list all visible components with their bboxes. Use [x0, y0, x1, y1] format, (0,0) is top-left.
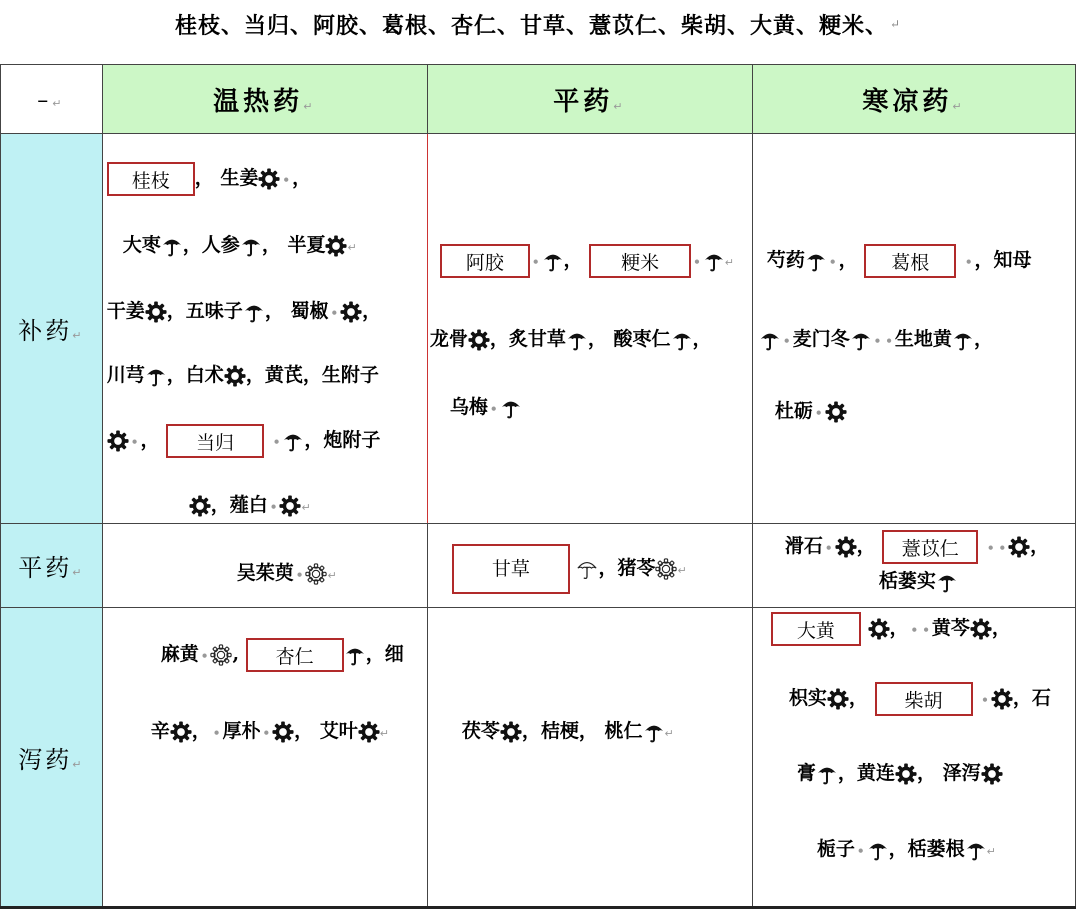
- cell-tonic-cold: [752, 134, 1075, 524]
- row-label-purge: 泻药↵: [1, 608, 103, 908]
- herb-line: 川芎 ，白术 ，黄芪，生附子: [106, 364, 379, 386]
- herb-name: 厚朴: [222, 720, 261, 742]
- gear-icon: [189, 494, 211, 518]
- separator-dot: •: [828, 255, 837, 269]
- gear-icon: [981, 762, 1003, 786]
- separator-dot: •: [693, 255, 701, 269]
- herb-line: 芍药 • ， 葛根 • ，知母: [767, 244, 1032, 278]
- herb-name: 干姜: [106, 300, 145, 322]
- herb-line: [237, 558, 337, 591]
- herb-list-text: 桂枝、当归、阿胶、葛根、杏仁、甘草、薏苡仁、柴胡、大黄、粳米、: [174, 12, 888, 39]
- herb-line: 阿胶 • ， 粳米 • ↵: [440, 244, 734, 278]
- herb-name: 辛: [150, 720, 170, 742]
- herb-name: 生姜: [220, 167, 259, 189]
- herb-name: 酸枣仁: [613, 328, 671, 350]
- boxed-herb-gegen: 葛根: [864, 244, 956, 278]
- separator-dot: •: [964, 255, 973, 269]
- separator-dot: •: [981, 693, 989, 707]
- herb-name: 茯苓: [461, 720, 500, 742]
- umbrella-icon: [566, 328, 588, 352]
- boxed-herb-chaihu: 柴胡: [875, 682, 973, 716]
- paragraph-mark: ↵: [72, 566, 85, 579]
- paragraph-mark: ↵: [303, 99, 317, 113]
- herb-name: 枳实: [788, 687, 827, 709]
- herb-name: 芍药: [766, 249, 805, 271]
- gear-icon: [145, 300, 167, 324]
- boxed-herb-jingmi: 粳米: [589, 244, 691, 278]
- cell-neutral-warm: [102, 524, 427, 608]
- herb-name: 乌梅: [449, 396, 488, 418]
- umbrella-icon: [145, 364, 167, 388]
- herb-line: 茯苓 ，桔梗， 桃仁 ↵: [461, 720, 674, 742]
- herb-name: 生地黄: [894, 328, 952, 350]
- herb-name: 麦门冬: [792, 328, 850, 350]
- umbrella-icon: [161, 234, 183, 258]
- separator-dot: •: [295, 568, 304, 582]
- herb-line: 膏 ，黄连 ， 泽泻: [797, 758, 1003, 788]
- boxed-herb-gancao: 甘草: [452, 544, 570, 594]
- gear-icon: [272, 720, 294, 744]
- herb-name: 细: [384, 643, 404, 665]
- herb-line: 大黄 ， • • 黄芩 ，: [771, 612, 1011, 646]
- herb-line: 桂枝 ， 生姜 • ，: [107, 162, 311, 196]
- col-header-warm: 温热药↵: [102, 65, 427, 134]
- cell-neutral-neutral: [427, 524, 752, 608]
- herb-name: 薤白: [229, 494, 268, 516]
- separator-dot: •: [986, 541, 995, 555]
- umbrella-icon: [805, 249, 827, 273]
- separator-dot: •: [782, 334, 791, 348]
- herb-name: 泽泻: [942, 762, 981, 784]
- separator-dot: •: [856, 844, 865, 858]
- herb-line: 滑石 • ， 薏苡仁 • • ，: [785, 530, 1049, 564]
- gear-outline-icon: [305, 562, 327, 586]
- separator-dot: •: [262, 726, 271, 740]
- separator-dot: •: [212, 726, 221, 740]
- herb-name: 炮附子: [323, 429, 381, 451]
- boxed-herb-yiyiren: 薏苡仁: [882, 530, 978, 564]
- herb-line: 辛 ， • 厚朴 • ， 艾叶 ↵: [150, 720, 390, 742]
- gear-icon: [340, 300, 362, 324]
- herb-name: 吴茱萸: [236, 562, 294, 584]
- herb-name: 黄连: [856, 762, 895, 784]
- boxed-herb-xingren: 杏仁: [246, 638, 344, 672]
- gear-icon: [991, 687, 1013, 711]
- gear-icon: [500, 720, 522, 744]
- umbrella-icon: [952, 328, 974, 352]
- paragraph-mark: ↵: [677, 564, 687, 577]
- separator-dot: •: [330, 306, 339, 320]
- gear-icon: [358, 720, 380, 744]
- gear-icon: [827, 687, 849, 711]
- herb-name: 五味子: [185, 300, 243, 322]
- gear-icon: [1008, 535, 1030, 559]
- gear-icon: [224, 364, 246, 388]
- umbrella-icon: [282, 429, 304, 453]
- herb-name: 杜砺: [774, 400, 813, 422]
- gear-icon: [258, 167, 280, 191]
- gear-icon: [107, 429, 129, 453]
- separator-dot: •: [130, 435, 139, 449]
- paragraph-mark: ↵: [301, 501, 311, 514]
- col-header-cold: 寒凉药↵: [752, 65, 1075, 134]
- boxed-herb-dahuang: 大黄: [771, 612, 861, 646]
- herb-classification-table: [0, 64, 1076, 908]
- separator-dot: •: [998, 541, 1007, 555]
- herb-line: 龙骨 ，炙甘草 ， 酸枣仁 ，: [429, 328, 712, 350]
- cell-neutral-cold: [752, 524, 1075, 608]
- herb-name: 猪苓: [617, 557, 656, 579]
- umbrella-icon: [867, 838, 889, 862]
- gear-icon: [970, 617, 992, 641]
- umbrella-icon: [936, 570, 958, 594]
- cell-purge-warm: [102, 608, 427, 908]
- umbrella-icon: [344, 643, 366, 667]
- herb-name: 膏: [796, 762, 816, 784]
- bottom-rule: [0, 906, 1076, 909]
- herb-name: 栀子: [816, 838, 855, 860]
- cell-tonic-warm: [102, 134, 427, 524]
- separator-dot: •: [910, 623, 919, 637]
- umbrella-icon: [965, 838, 987, 862]
- umbrella-icon: [243, 300, 265, 324]
- gear-icon: [825, 400, 847, 424]
- umbrella-icon: [816, 762, 838, 786]
- herb-name: 桔梗: [540, 720, 579, 742]
- gear-icon: [170, 720, 192, 744]
- herb-name: 人参: [201, 234, 240, 256]
- gear-icon: [868, 617, 890, 641]
- herb-name: 知母: [993, 249, 1032, 271]
- herb-line: 栀子 • ，栝蒌根 ↵: [816, 838, 996, 860]
- paragraph-mark: ↵: [952, 99, 966, 113]
- herb-name: 滑石: [784, 535, 823, 557]
- herb-name: 蜀椒: [290, 300, 329, 322]
- herb-line: [450, 392, 522, 424]
- herb-name: 栝蒌根: [907, 838, 965, 860]
- separator-dot: •: [531, 255, 540, 269]
- row-label-neutral: 平药↵: [1, 524, 103, 608]
- separator-dot: •: [922, 623, 930, 637]
- separator-dot: •: [200, 649, 209, 663]
- umbrella-icon: [671, 328, 693, 352]
- paragraph-mark: ↵: [724, 256, 735, 269]
- paragraph-mark: ↵: [889, 17, 902, 31]
- separator-dot: •: [885, 334, 893, 348]
- herb-name: 川芎: [106, 364, 145, 386]
- herb-name: 艾叶: [319, 720, 358, 742]
- umbrella-icon: [542, 249, 564, 273]
- gear-outline-icon: [655, 557, 677, 581]
- separator-dot: •: [489, 402, 498, 416]
- gear-icon: [895, 762, 917, 786]
- herb-line: 枳实 ， 柴胡 • ，石: [789, 682, 1051, 716]
- paragraph-mark: ↵: [613, 99, 627, 113]
- paragraph-mark: ↵: [72, 758, 85, 771]
- paragraph-mark: ↵: [327, 569, 337, 582]
- herb-name: 半夏: [287, 234, 326, 256]
- gear-icon: [279, 494, 301, 518]
- herb-name: 龙骨: [429, 328, 468, 350]
- separator-dot: •: [272, 435, 281, 449]
- herb-line: • ， 当归 • ，炮附子: [107, 424, 381, 458]
- herb-name: 白术: [185, 364, 224, 386]
- herb-line: 大枣 ，人参 ， 半夏 ↵: [122, 234, 357, 256]
- gear-outline-icon: [210, 643, 232, 667]
- paragraph-mark: ↵: [52, 97, 66, 110]
- gear-icon: [835, 535, 857, 559]
- herb-line: [775, 396, 847, 428]
- separator-dot: •: [269, 500, 278, 514]
- herb-list-line: [0, 0, 1076, 48]
- cell-purge-neutral: [427, 608, 752, 908]
- separator-dot: •: [814, 406, 823, 420]
- paragraph-mark: ↵: [664, 727, 674, 740]
- separator-dot: •: [824, 541, 833, 555]
- paragraph-mark: ↵: [347, 241, 357, 254]
- row-label-tonic: 补药↵: [1, 134, 103, 524]
- umbrella-icon: [240, 234, 262, 258]
- separator-dot: •: [873, 334, 882, 348]
- herb-name: 生附子: [321, 364, 379, 386]
- gear-icon: [325, 234, 347, 258]
- herb-name: 栝蒌实: [878, 570, 936, 592]
- herb-name: 黄芪: [264, 364, 303, 386]
- cell-tonic-neutral: [427, 134, 752, 524]
- herb-name: 炙甘草: [508, 328, 566, 350]
- herb-name: 黄芩: [931, 617, 970, 639]
- herb-name: 大枣: [122, 234, 161, 256]
- herb-name: 桃仁: [604, 720, 643, 742]
- paragraph-mark: ↵: [72, 329, 85, 342]
- umbrella-icon: [500, 396, 522, 420]
- separator-dot: •: [282, 173, 291, 187]
- herb-line: [879, 566, 958, 596]
- cell-purge-cold: [752, 608, 1075, 908]
- umbrella-outline-icon: [576, 557, 598, 581]
- umbrella-icon: [703, 249, 725, 273]
- paragraph-mark: ↵: [379, 727, 390, 740]
- boxed-herb-danggui: 当归: [166, 424, 264, 458]
- corner-cell: –↵: [1, 65, 103, 134]
- boxed-herb-ejiao: 阿胶: [440, 244, 530, 278]
- paragraph-mark: ↵: [986, 845, 996, 858]
- herb-name: 石: [1031, 687, 1051, 709]
- umbrella-icon: [759, 328, 781, 352]
- umbrella-icon: [643, 720, 665, 744]
- herb-name: 麻黄: [160, 643, 199, 665]
- umbrella-icon: [850, 328, 872, 352]
- herb-line: 甘草 ，猪苓 ↵: [452, 544, 687, 594]
- herb-line: ，薤白 • ↵: [189, 490, 311, 523]
- herb-line: 干姜 ，五味子 ， 蜀椒 • ，: [106, 300, 382, 322]
- herb-line: 麻黄 • , 杏仁 ，细: [161, 638, 404, 672]
- herb-line: • 麦门冬 • • 生地黄 ，: [759, 324, 993, 356]
- boxed-herb-guizhi: 桂枝: [107, 162, 195, 196]
- col-header-neutral: 平药↵: [427, 65, 752, 134]
- gear-icon: [468, 328, 490, 352]
